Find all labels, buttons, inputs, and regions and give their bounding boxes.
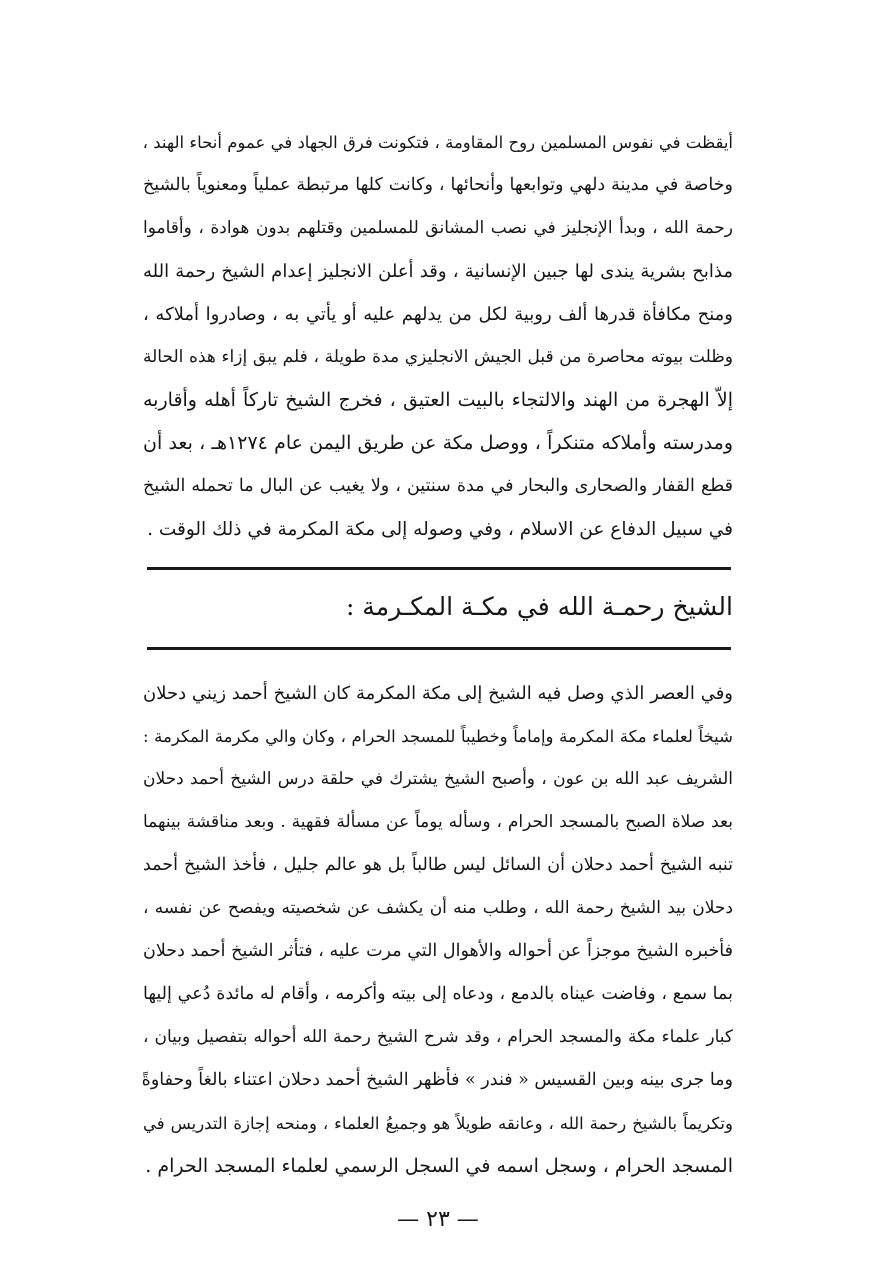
- bottom-paragraph: [143, 672, 733, 1188]
- text-line: وخاصة في مدينة دلهي وتوابعها وأنحائها ، وكانت كلها مرتبطة عملياً ومعنوياً بالشيخ: [143, 175, 733, 195]
- top-paragraph: [143, 121, 733, 551]
- text-line: مذابح بشرية يندى لها جبين الإنسانية ، وقد أعلن الانجليز إعدام الشيخ رحمة الله: [143, 261, 733, 282]
- text-line: فأخبره الشيخ موجزاً عن أحواله والأهوال التي مرت عليه ، فتأثر الشيخ أحمد دحلان: [143, 941, 733, 961]
- text-line: كبار علماء مكة والمسجد الحرام ، وقد شرح الشيخ رحمة الله أحواله بتفصيل وبيان ،: [143, 1027, 733, 1047]
- text-line: قطع القفار والصحارى والبحار في مدة سنتين ، ولا يغيب عن البال ما تحمله الشيخ: [143, 476, 733, 496]
- section-divider-bottom: [147, 647, 731, 650]
- text-line: بما سمع ، وفاضت عيناه بالدمع ، ودعاه إلى بيته وأكرمه ، وأقام له مائدة دُعي إليها: [143, 984, 733, 1004]
- text-line: وظلت بيوته محاصرة من قبل الجيش الانجليزي مدة طويلة ، فلم يبق إزاء هذه الحالة: [143, 347, 733, 367]
- text-line: تنبه الشيخ أحمد دحلان أن السائل ليس طالباً بل هو عالم جليل ، فأخذ الشيخ أحمد: [143, 855, 733, 875]
- text-line: ومدرسته وأملاكه متنكراً ، ووصل مكة عن طريق اليمن عام ١٢٧٤هـ ، بعد أن: [143, 432, 733, 454]
- text-line: وما جرى بينه وبين القسيس « فندر » فأظهر الشيخ أحمد دحلان اعتناء بالغاً وحفاوةً: [141, 1070, 733, 1090]
- text-line: المسجد الحرام ، وسجل اسمه في السجل الرسمي لعلماء المسجد الحرام .: [145, 1155, 733, 1177]
- text-line: في سبيل الدفاع عن الاسلام ، وفي وصوله إلى مكة المكرمة في ذلك الوقت .: [147, 519, 733, 540]
- text-line: دحلان بيد الشيخ رحمة الله ، وطلب منه أن يكشف عن شخصيته ويفصح عن نفسه ،: [143, 898, 733, 918]
- text-line: إلاّ الهجرة من الهند والالتجاء بالبيت العتيق ، فخرج الشيخ تاركاً أهله وأقاربه: [143, 389, 733, 411]
- text-line: ومنح مكافأة قدرها ألف روبية لكل من يدلهم عليه أو يأتي به ، وصادروا أملاكه ،: [143, 304, 733, 325]
- section-divider-top: [147, 567, 731, 570]
- section-heading: الشيخ رحمـة الله في مكـة المكـرمة :: [345, 592, 733, 621]
- page-number: — ٢٣ —: [397, 1207, 479, 1232]
- text-line: بعد صلاة الصبح بالمسجد الحرام ، وسأله يوماً عن مسألة فقهية . وبعد مناقشة بينهما: [143, 812, 733, 832]
- text-line: الشريف عبد الله بن عون ، وأصبح الشيخ يشترك في حلقة درس الشيخ أحمد دحلان: [143, 769, 733, 789]
- text-line: أيقظت في نفوس المسلمين روح المقاومة ، فتكونت فرق الجهاد في عموم أنحاء الهند ،: [142, 133, 733, 152]
- text-line: وتكريماً بالشيخ رحمة الله ، وعانقه طويلاً هو وجميعُ العلماء ، ومنحه إجازة التدريس في: [143, 1114, 733, 1133]
- text-line: رحمة الله ، وبدأ الإنجليز في نصب المشانق للمسلمين وقتلهم بدون هوادة ، وأقاموا: [143, 218, 733, 238]
- text-line: وفي العصر الذي وصل فيه الشيخ إلى مكة المكرمة كان الشيخ أحمد زيني دحلان: [143, 683, 733, 704]
- text-line: شيخاً لعلماء مكة المكرمة وإماماً وخطيباً للمسجد الحرام ، وكان والي مكرمة المكرمة :: [143, 727, 733, 746]
